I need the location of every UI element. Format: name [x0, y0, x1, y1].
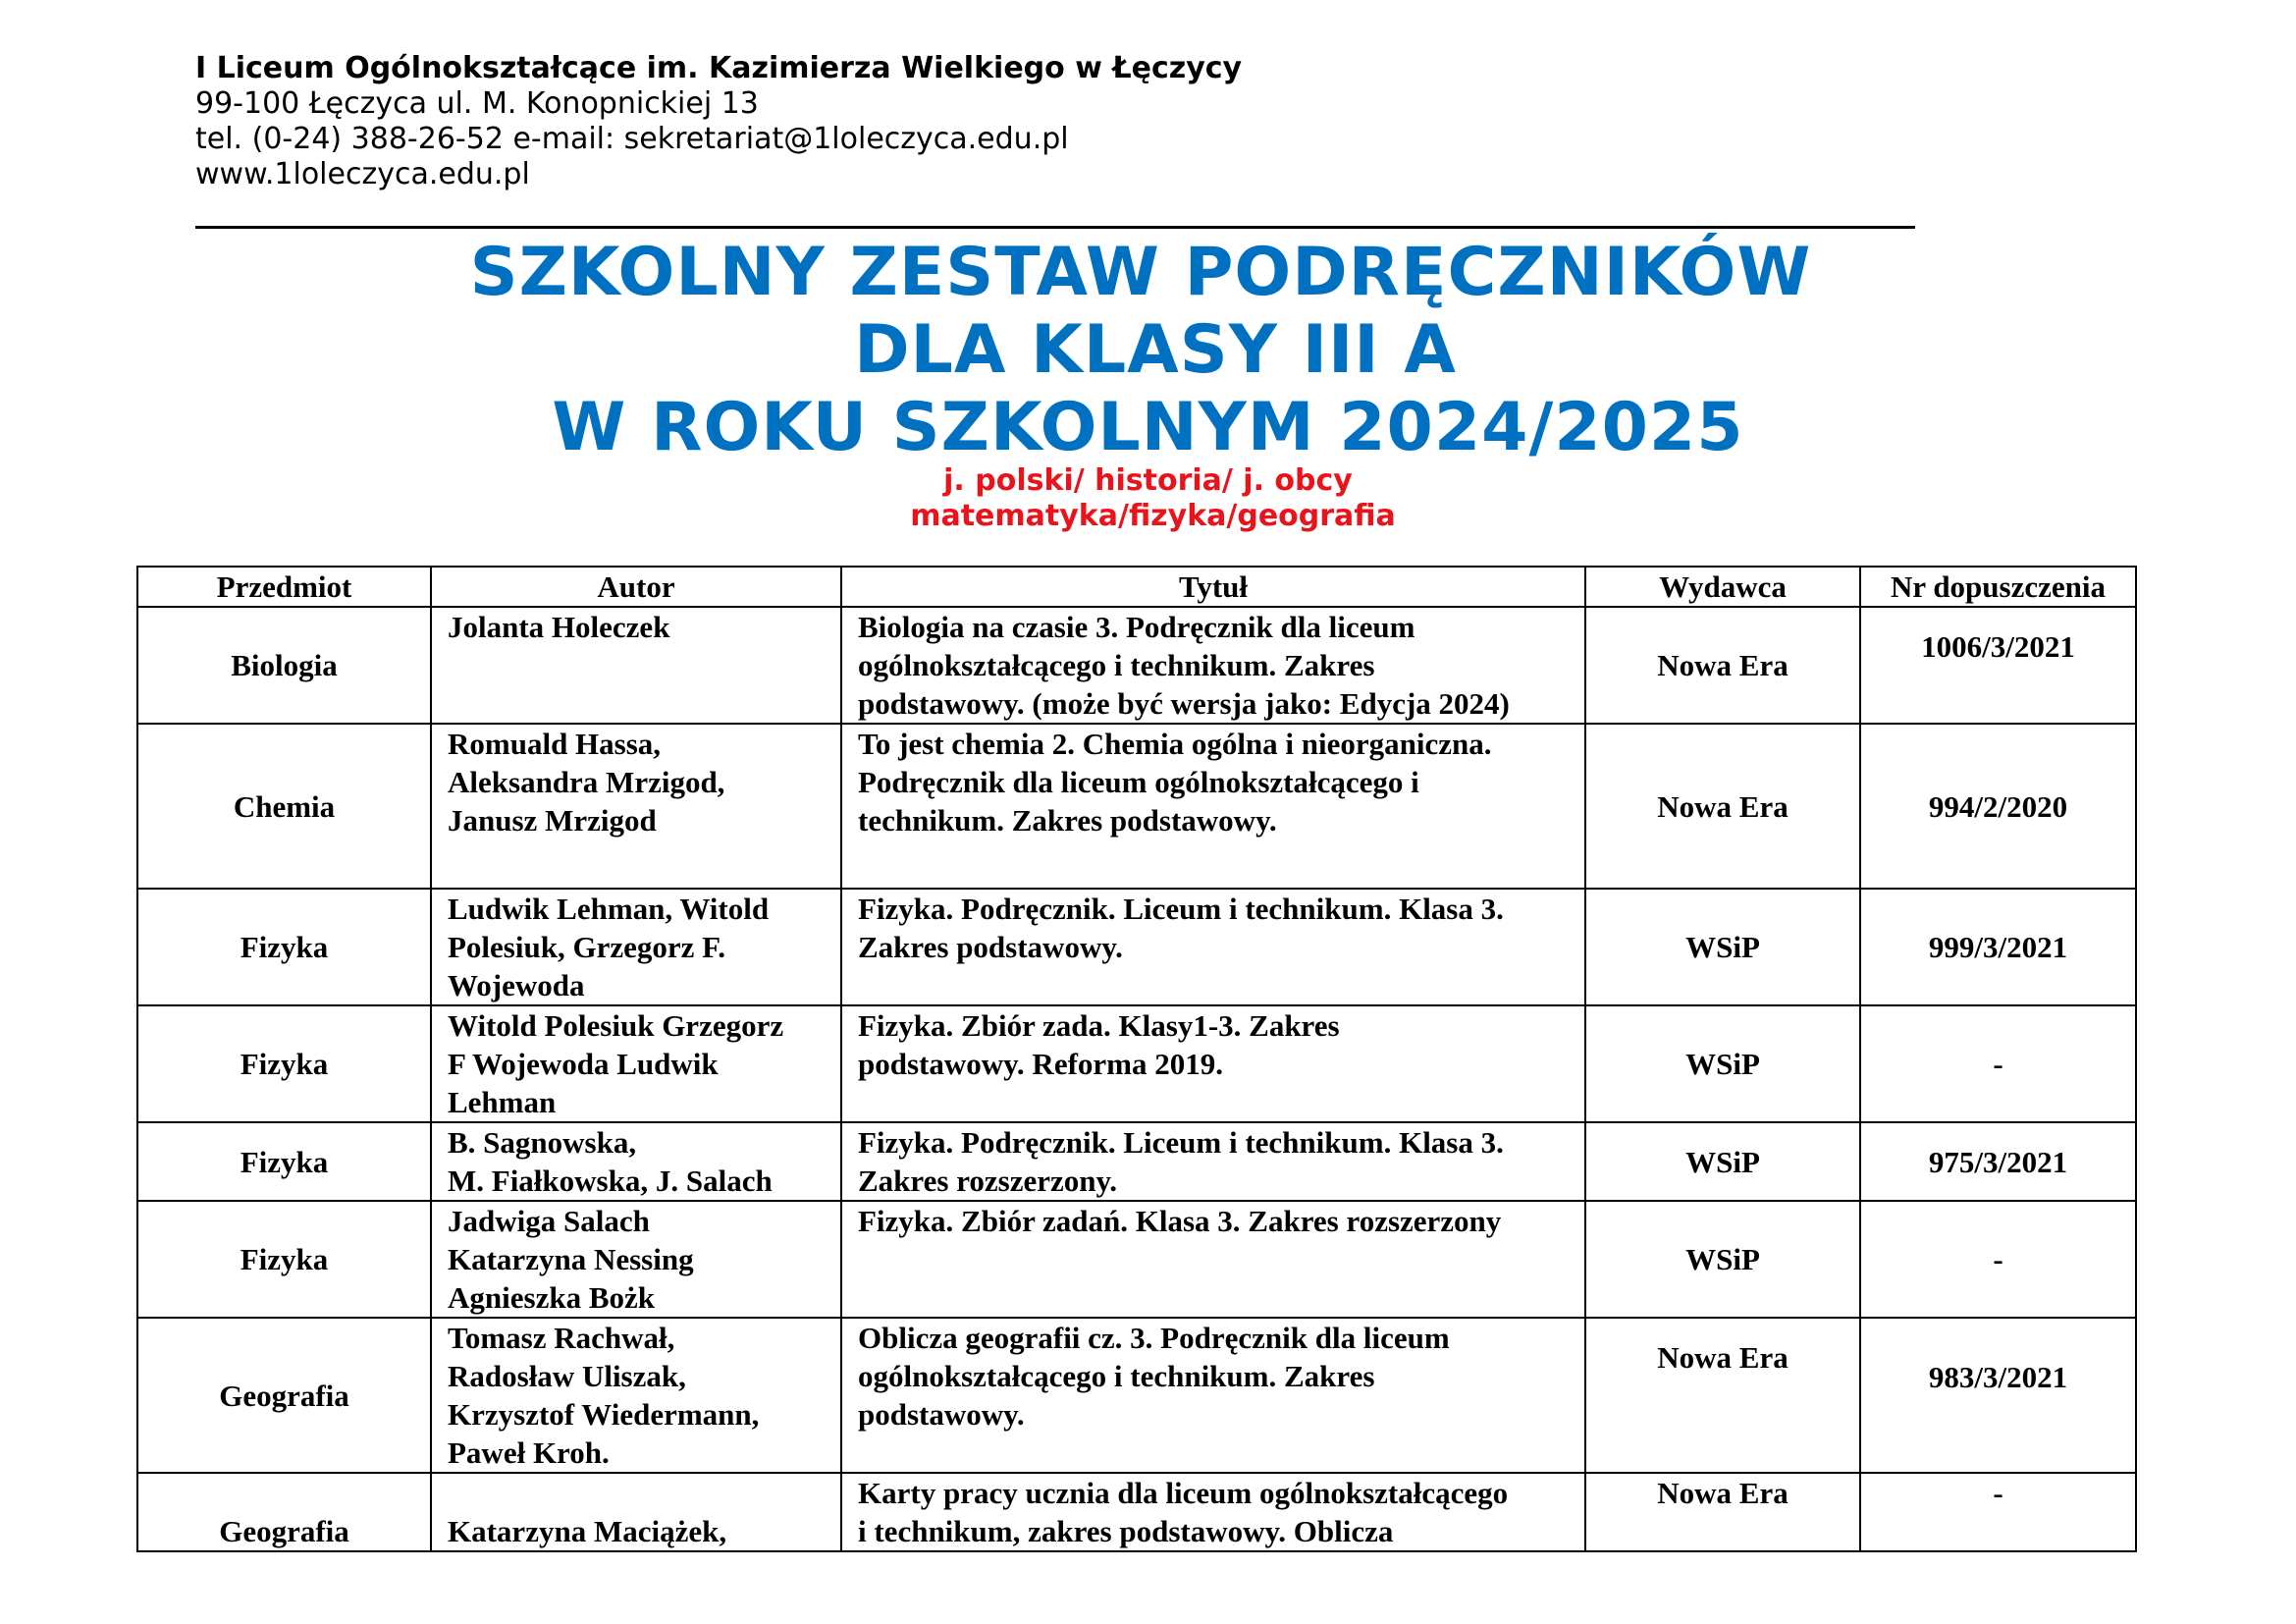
author-cell — [431, 1318, 841, 1473]
document-title — [0, 234, 2296, 466]
author-line: Lehman — [448, 1085, 557, 1119]
subject-cell: Biologia — [137, 607, 431, 724]
author-line: F Wojewoda Ludwik — [448, 1047, 719, 1081]
title-line: Zakres rozszerzony. — [858, 1164, 1118, 1198]
school-contact: tel. (0-24) 388-26-52 e-mail: sekretariat@1loleczyca.edu.pl — [195, 122, 1069, 156]
title-line-2: DLA KLASY III A — [854, 311, 1457, 389]
author-line: Ludwik Lehman, Witold — [448, 892, 770, 926]
author-cell — [431, 889, 841, 1005]
title-cell — [841, 1473, 1585, 1551]
title-line: technikum. Zakres podstawowy. — [858, 803, 1277, 838]
title-line: Zakres podstawowy. — [858, 930, 1123, 964]
table-header-row — [137, 567, 2136, 607]
publisher-cell: WSiP — [1585, 1201, 1860, 1318]
title-line: podstawowy. (może być wersja jako: Edycja 2024) — [858, 686, 1510, 721]
table-row — [137, 724, 2136, 889]
approval-cell — [1860, 1473, 2136, 1551]
title-line: Fizyka. Podręcznik. Liceum i technikum. Klasa 3. — [858, 892, 1504, 926]
author-line: Radosław Uliszak, — [448, 1359, 686, 1393]
title-line: Fizyka. Zbiór zadań. Klasa 3. Zakres rozszerzony — [858, 1204, 1502, 1238]
title-cell — [841, 1122, 1585, 1201]
author-line: Wojewoda — [448, 968, 585, 1002]
header-author: Autor — [431, 567, 841, 607]
profile-line-1: j. polski/ historia/ j. obcy — [943, 463, 1353, 498]
table-row — [137, 1318, 2136, 1473]
author-line: Janusz Mrzigod — [448, 803, 657, 838]
subject-cell: Fizyka — [137, 1005, 431, 1122]
author-line: Katarzyna Maciążek, — [448, 1514, 727, 1548]
author-cell — [431, 724, 841, 889]
approval-number: - — [1993, 1476, 2003, 1510]
table-row — [137, 1005, 2136, 1122]
approval-cell: - — [1860, 1005, 2136, 1122]
table-row — [137, 1122, 2136, 1201]
title-cell — [841, 889, 1585, 1005]
title-cell — [841, 724, 1585, 889]
approval-cell: 994/2/2020 — [1860, 724, 2136, 889]
school-address: 99-100 Łęczyca ul. M. Konopnickiej 13 — [195, 86, 759, 121]
approval-cell: - — [1860, 1201, 2136, 1318]
class-profile — [0, 463, 2296, 534]
title-line: podstawowy. — [858, 1397, 1025, 1432]
title-line: Biologia na czasie 3. Podręcznik dla liceum — [858, 610, 1415, 644]
subject-cell: Fizyka — [137, 1201, 431, 1318]
school-website: www.1loleczyca.edu.pl — [195, 157, 530, 191]
approval-cell: 975/3/2021 — [1860, 1122, 2136, 1201]
approval-cell — [1860, 1318, 2136, 1473]
school-name: I Liceum Ogólnokształcące im. Kazimierza Wielkiego w Łęczycy — [195, 51, 1243, 85]
title-cell — [841, 1318, 1585, 1473]
title-line: To jest chemia 2. Chemia ogólna i nieorganiczna. — [858, 727, 1492, 761]
author-line: Witold Polesiuk Grzegorz — [448, 1008, 784, 1043]
title-line: Fizyka. Zbiór zada. Klasy1-3. Zakres — [858, 1008, 1340, 1043]
table-row — [137, 607, 2136, 724]
author-line: Tomasz Rachwał, — [448, 1321, 675, 1355]
title-line-3: W ROKU SZKOLNYM 2024/2025 — [552, 389, 1744, 466]
publisher-cell: Nowa Era — [1585, 724, 1860, 889]
author-line: Paweł Kroh. — [448, 1435, 610, 1470]
table-row — [137, 889, 2136, 1005]
header-divider — [195, 226, 1915, 229]
school-header — [195, 51, 1242, 192]
author-line: Jolanta Holeczek — [448, 610, 670, 644]
title-line: Podręcznik dla liceum ogólnokształcącego i — [858, 765, 1419, 799]
author-line: Krzysztof Wiedermann, — [448, 1397, 760, 1432]
approval-cell: 999/3/2021 — [1860, 889, 2136, 1005]
author-line: Aleksandra Mrzigod, — [448, 765, 725, 799]
subject-name: Geografia — [219, 1514, 349, 1548]
title-line-1: SZKOLNY ZESTAW PODRĘCZNIKÓW — [469, 234, 1812, 311]
author-line: Jadwiga Salach — [448, 1204, 650, 1238]
header-title: Tytuł — [841, 567, 1585, 607]
publisher-cell: Nowa Era — [1585, 607, 1860, 724]
publisher-cell — [1585, 1318, 1860, 1473]
publisher-name: Nowa Era — [1657, 1476, 1789, 1510]
subject-cell — [137, 1473, 431, 1551]
table-row — [137, 1473, 2136, 1551]
subject-cell: Fizyka — [137, 1122, 431, 1201]
author-line: B. Sagnowska, — [448, 1125, 637, 1160]
table-row — [137, 1201, 2136, 1318]
title-line: podstawowy. Reforma 2019. — [858, 1047, 1223, 1081]
title-cell — [841, 1201, 1585, 1318]
subject-cell: Fizyka — [137, 889, 431, 1005]
subject-cell: Geografia — [137, 1318, 431, 1473]
author-line: Romuald Hassa, — [448, 727, 662, 761]
title-cell — [841, 1005, 1585, 1122]
author-line: Agnieszka Bożk — [448, 1280, 655, 1315]
publisher-cell: WSiP — [1585, 1122, 1860, 1201]
author-line: Katarzyna Nessing — [448, 1242, 694, 1276]
header-approval: Nr dopuszczenia — [1860, 567, 2136, 607]
publisher-cell: WSiP — [1585, 1005, 1860, 1122]
publisher-cell — [1585, 1473, 1860, 1551]
profile-line-2: matematyka/fizyka/geografia — [910, 499, 1396, 533]
title-line: ogólnokształcącego i technikum. Zakres — [858, 1359, 1375, 1393]
title-cell — [841, 607, 1585, 724]
author-line: Polesiuk, Grzegorz F. — [448, 930, 725, 964]
author-cell — [431, 1201, 841, 1318]
author-cell — [431, 1005, 841, 1122]
textbook-table — [136, 566, 2137, 1552]
title-line: Oblicza geografii cz. 3. Podręcznik dla liceum — [858, 1321, 1450, 1355]
publisher-cell: WSiP — [1585, 889, 1860, 1005]
author-cell — [431, 1122, 841, 1201]
author-line: M. Fiałkowska, J. Salach — [448, 1164, 773, 1198]
title-line: Karty pracy ucznia dla liceum ogólnokształcącego — [858, 1476, 1509, 1510]
subject-cell: Chemia — [137, 724, 431, 889]
approval-number: 1006/3/2021 — [1921, 629, 2075, 664]
author-cell — [431, 1473, 841, 1551]
approval-cell — [1860, 607, 2136, 724]
title-line: i technikum, zakres podstawowy. Oblicza — [858, 1514, 1394, 1548]
header-publisher: Wydawca — [1585, 567, 1860, 607]
title-line: Fizyka. Podręcznik. Liceum i technikum. Klasa 3. — [858, 1125, 1504, 1160]
title-line: ogólnokształcącego i technikum. Zakres — [858, 648, 1375, 682]
publisher-name: Nowa Era — [1657, 1340, 1789, 1375]
header-subject: Przedmiot — [137, 567, 431, 607]
approval-number: 983/3/2021 — [1928, 1360, 2068, 1394]
author-cell — [431, 607, 841, 724]
